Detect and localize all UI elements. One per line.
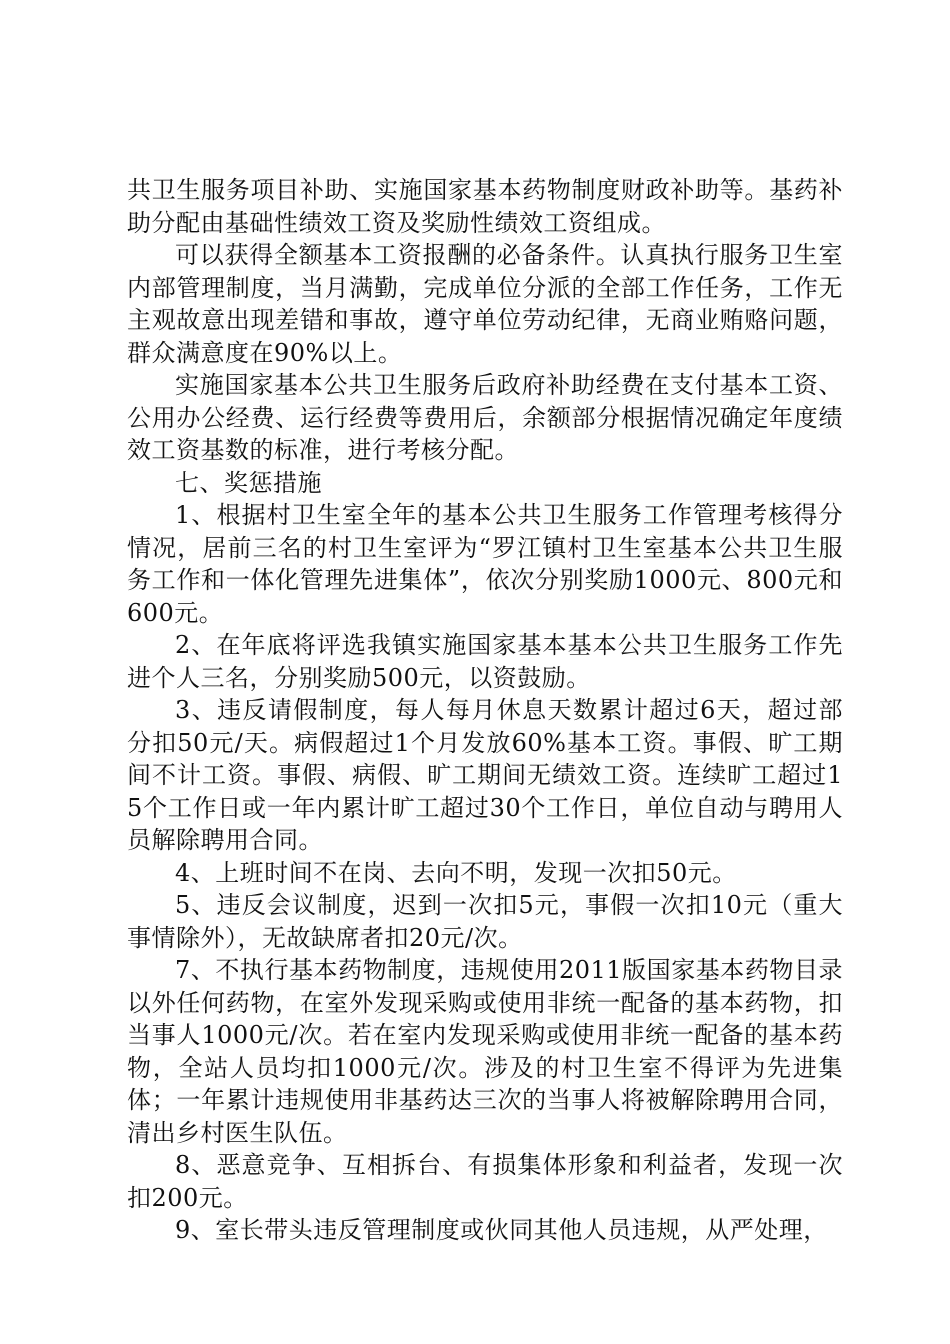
- paragraph-item-8: 8、恶意竞争、互相拆台、有损集体形象和利益者，发现一次扣200元。: [127, 1151, 843, 1212]
- section-heading-rewards-penalties: 七、奖惩措施: [175, 468, 322, 497]
- paragraph-item-4: 4、上班时间不在岗、去向不明，发现一次扣50元。: [175, 858, 737, 887]
- paragraph-item-9: 9、室长带头违反管理制度或伙同其他人员违规，从严处理，: [175, 1216, 828, 1244]
- paragraph-continuation: 共卫生服务项目补助、实施国家基本药物制度财政补助等。基药补助分配由基础性绩效工资及奖励性绩效工资组成。: [127, 176, 843, 237]
- document-body: [127, 174, 843, 1247]
- paragraph-item-2: 2、在年底将评选我镇实施国家基本基本公共卫生服务工作先进个人三名，分别奖励500元，以资鼓励。: [127, 631, 843, 692]
- paragraph-item-5: 5、违反会议制度，迟到一次扣5元，事假一次扣10元（重大事情除外），无故缺席者扣20元/次。: [127, 891, 843, 952]
- paragraph-item-3: 3、违反请假制度，每人每月休息天数累计超过6天，超过部分扣50元/天。病假超过1个月发放60%基本工资。事假、旷工期间不计工资。事假、病假、旷工期间无绩效工资。连续旷工超过15个工作日或一年内累计旷工超过30个工作日，单位自动与聘用人员解除聘用合同。: [127, 696, 843, 854]
- paragraph-subsidy-allocation: 实施国家基本公共卫生服务后政府补助经费在支付基本工资、公用办公经费、运行经费等费用后，余额部分根据情况确定年度绩效工资基数的标准，进行考核分配。: [127, 371, 843, 464]
- paragraph-full-salary-conditions: 可以获得全额基本工资报酬的必备条件。认真执行服务卫生室内部管理制度，当月满勤，完成单位分派的全部工作任务，工作无主观故意出现差错和事故，遵守单位劳动纪律，无商业贿赂问题，群众满意度在90%以上。: [127, 241, 843, 367]
- paragraph-item-7: 7、不执行基本药物制度，违规使用2011版国家基本药物目录以外任何药物，在室外发现采购或使用非统一配备的基本药物，扣当事人1000元/次。若在室内发现采购或使用非统一配备的基本药物，全站人员均扣1000元/次。涉及的村卫生室不得评为先进集体；一年累计违规使用非基药达三次的当事人将被解除聘用合同，清出乡村医生队伍。: [127, 956, 843, 1147]
- paragraph-item-1: 1、根据村卫生室全年的基本公共卫生服务工作管理考核得分情况，居前三名的村卫生室评为“罗江镇村卫生室基本公共卫生服务工作和一体化管理先进集体”，依次分别奖励1000元、800元和600元。: [127, 501, 843, 627]
